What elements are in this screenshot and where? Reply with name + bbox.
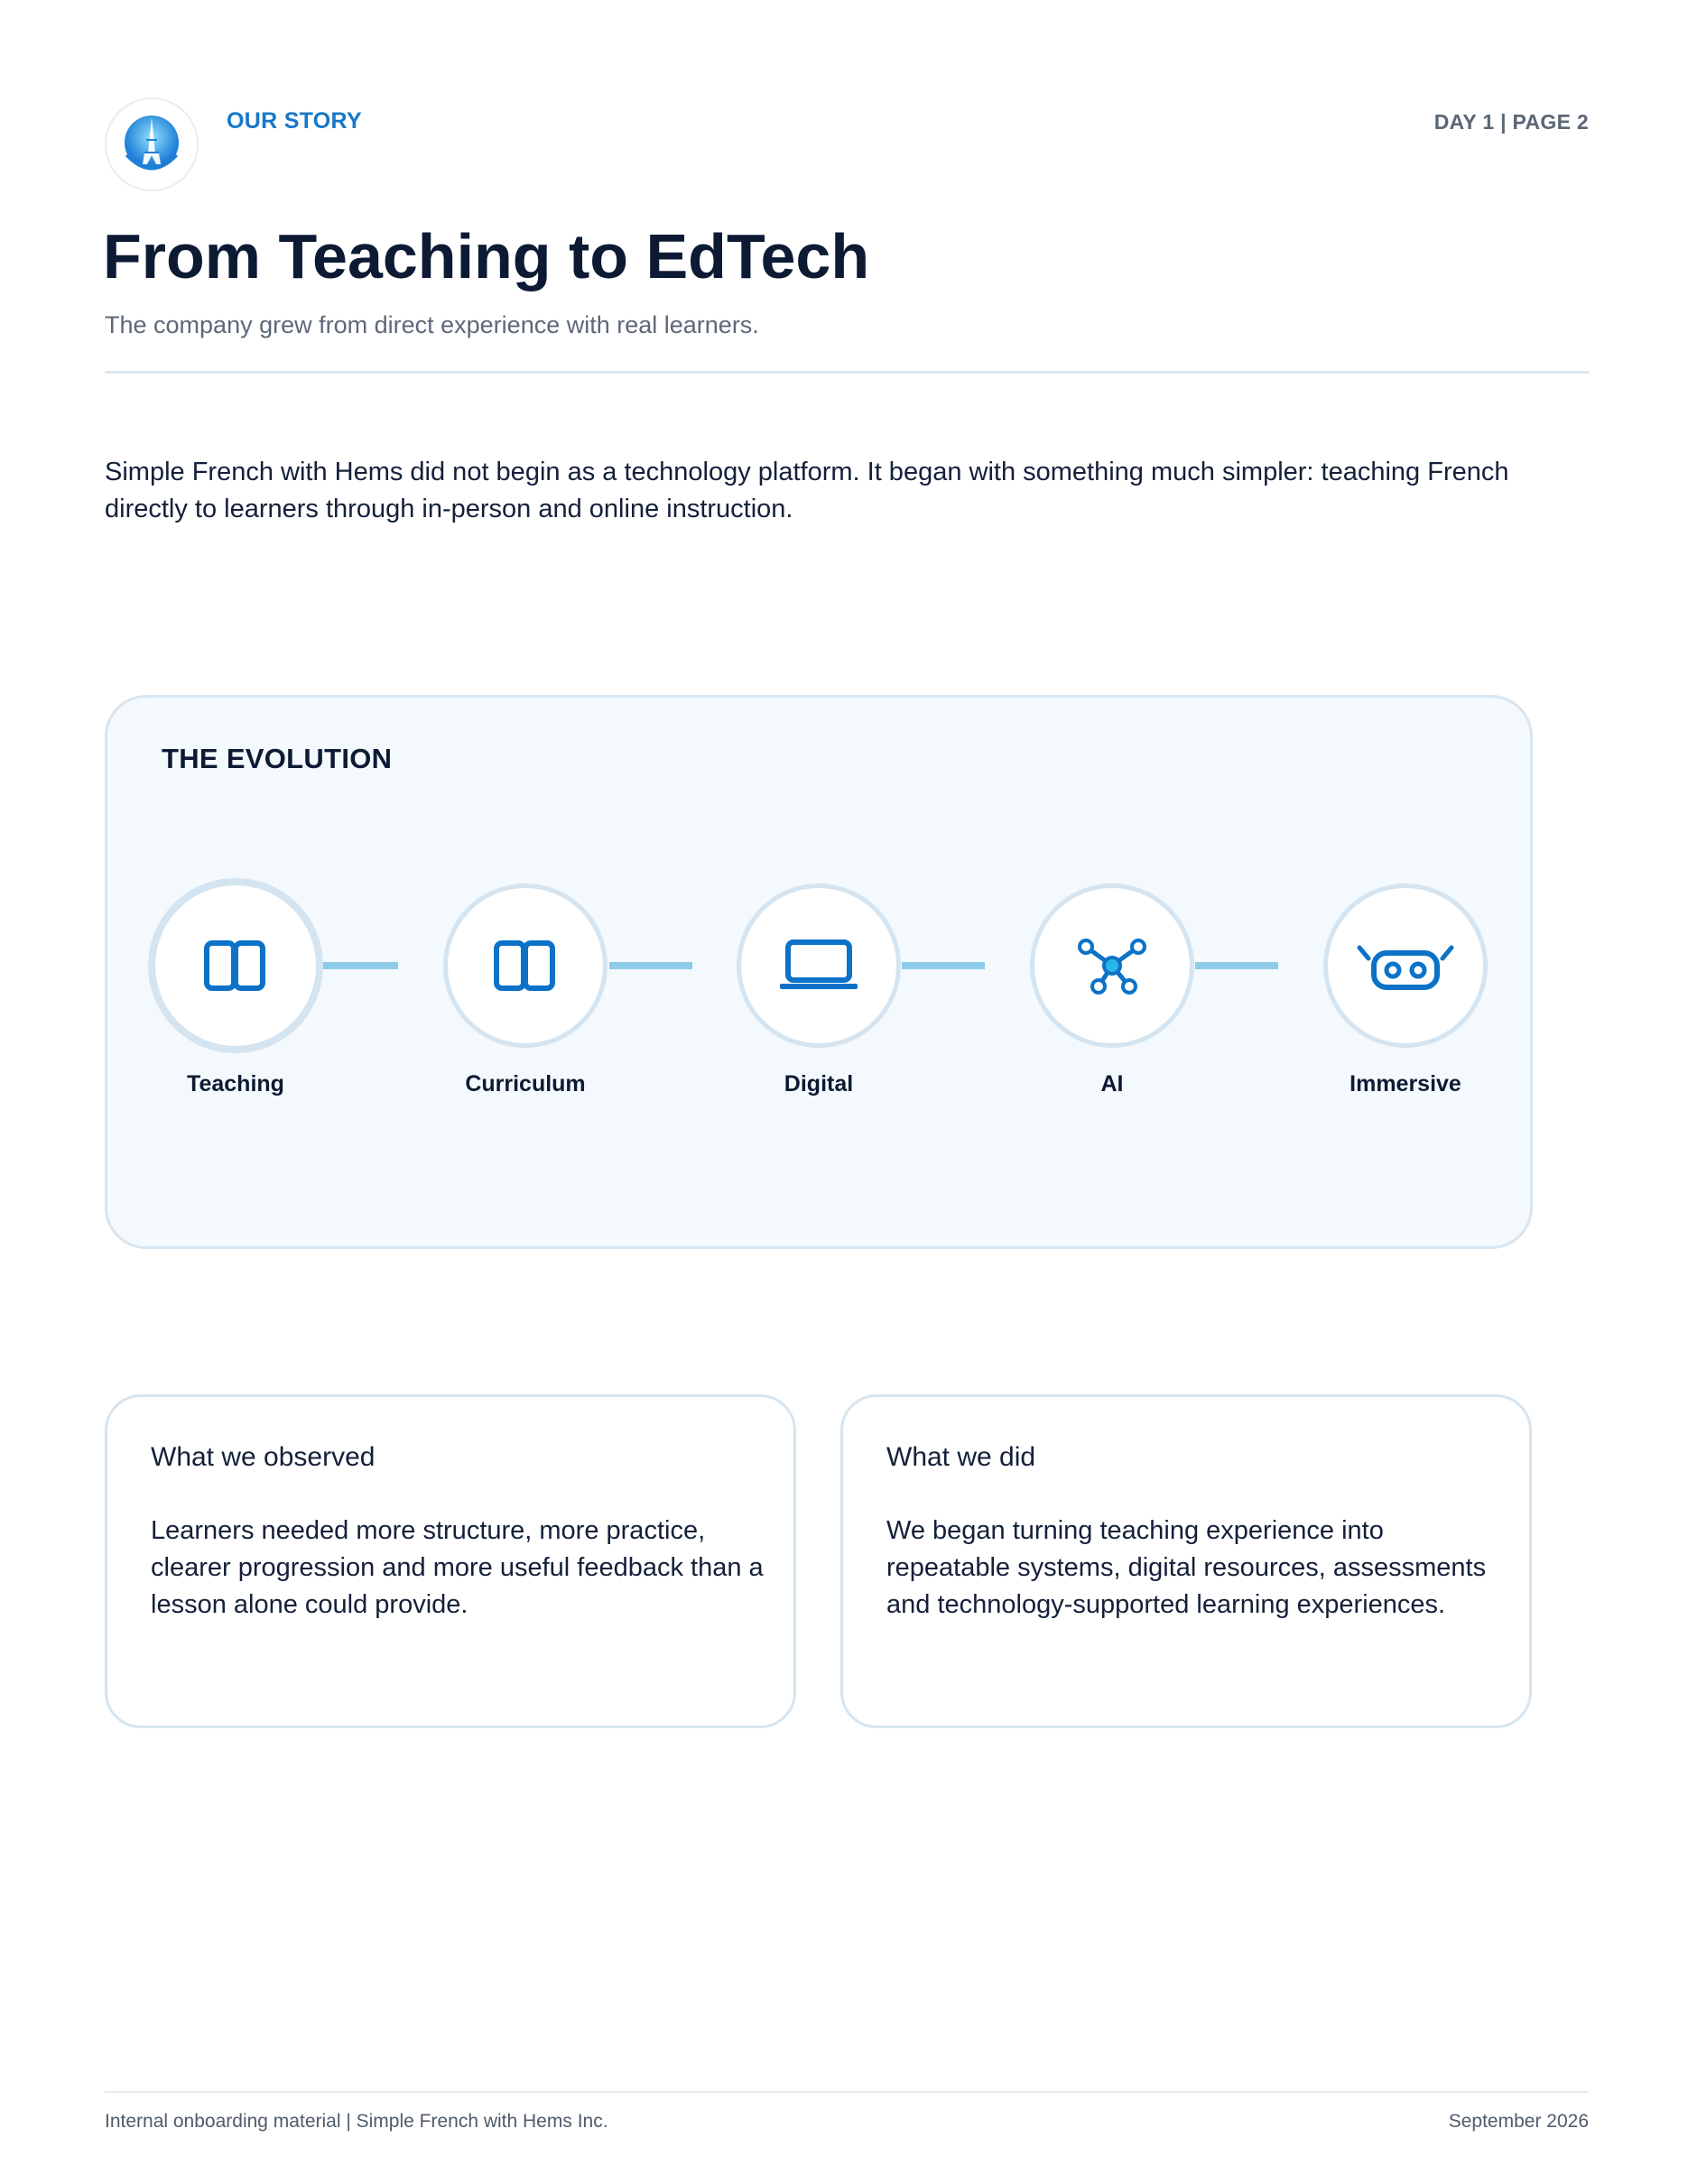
stage-teaching [148,878,323,1053]
stage-immersive [1323,884,1488,1048]
timeline-connector [1195,962,1278,969]
network-icon [1071,934,1153,997]
footer-divider [105,2091,1589,2093]
footer-note: Internal onboarding material | Simple French with Hems Inc. [105,2111,608,2132]
vr-headset-icon [1356,939,1455,993]
evolution-panel [105,695,1533,1249]
timeline-connector [609,962,692,969]
company-logo [105,97,199,191]
book-icon [203,939,268,992]
stage-label-curriculum: Curriculum [465,1071,586,1097]
stage-label-teaching: Teaching [187,1071,284,1097]
card-heading: What we did [886,1442,1036,1472]
timeline-connector [317,962,398,969]
intro-paragraph: Simple French with Hems did not begin as a technology platform. It began with something much simpler: teaching French directly to learners through in-person and online instruction. [105,458,1509,523]
header-divider [105,371,1589,374]
observed-card [105,1394,796,1728]
did-card [840,1394,1532,1728]
card-body: Learners needed more structure, more practice, clearer progression and more useful feedback than a lesson alone could provide. [151,1516,764,1619]
card-heading: What we observed [151,1442,376,1472]
stage-label-ai: AI [1100,1071,1124,1097]
section-label: OUR STORY [227,108,362,134]
footer-date: September 2026 [1448,2111,1589,2132]
page-subtitle: The company grew from direct experience with real learners. [105,311,759,338]
stage-ai [1030,884,1194,1048]
laptop-icon [778,939,859,993]
stage-label-immersive: Immersive [1349,1071,1461,1097]
page-title: From Teaching to EdTech [103,221,870,292]
book-icon [493,939,558,992]
card-body: We began turning teaching experience into repeatable systems, digital resources, assessments and technology-supported learning experiences. [886,1516,1487,1619]
evolution-title: THE EVOLUTION [162,743,393,774]
stage-digital [737,884,901,1048]
timeline-connector [902,962,985,969]
stage-curriculum [443,884,607,1048]
stage-label-digital: Digital [784,1071,854,1097]
page-indicator: DAY 1 | PAGE 2 [1433,110,1589,134]
